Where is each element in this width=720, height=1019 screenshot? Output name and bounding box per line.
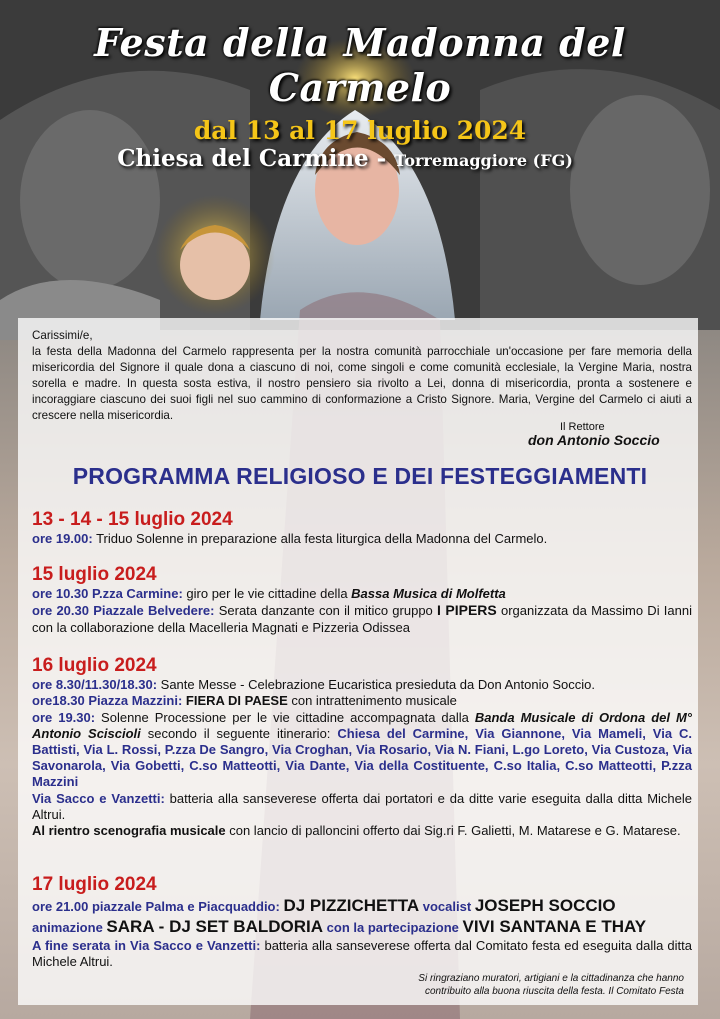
event-time: ore 20.30 Piazzale Belvedere: xyxy=(32,603,215,619)
event-place: Via Sacco e Vanzetti: xyxy=(32,790,165,806)
event-text: con intrattenimento musicale xyxy=(287,693,457,709)
thanks-note xyxy=(352,972,684,998)
event-highlight: Al rientro scenografia musicale xyxy=(32,823,226,839)
poster-header xyxy=(0,20,720,172)
singer-name: JOSEPH SOCCIO xyxy=(474,896,616,916)
guest-names: VIVI SANTANA E THAY xyxy=(462,917,647,937)
letter-body: la festa della Madonna del Carmelo rappresenta per la nostra comunità parrocchiale un'occasione per fare memoria della misericordia del Signore il quale dona a ciascuno di noi, come singoli e come comunità ecclesiale, la Vergine Maria, nostra sorella e madre. In questa sosta estiva, il nostro pensiero sia rivolto a Lei, donna di misericordia, pronta a sostenere e incoraggiare ciascuno dei suoi figli nel suo cammino di conformazione a Cristo Signore. Maria, Vergine del Carmelo ci aiuti a crescere nella misericordia. xyxy=(32,345,692,422)
signature-name: don Antonio Soccio xyxy=(528,432,660,448)
event-band: Banda Musicale di Ordona del M° Antonio Sciscioli xyxy=(32,709,692,741)
animation-label: animazione xyxy=(32,920,103,936)
event-text: organizzata da Massimo Di Ianni con la collaborazione della Macelleria Magnati e Pizzeria Odissea xyxy=(32,603,692,635)
event-text: Serata danzante con il mitico gruppo xyxy=(214,603,437,619)
poster-title: Festa della Madonna del Carmelo xyxy=(94,20,626,110)
rector-letter xyxy=(32,328,692,424)
dj-name: DJ PIZZICHETTA xyxy=(283,896,420,916)
event-item xyxy=(32,938,692,970)
event-highlight: FIERA DI PAESE xyxy=(182,693,288,709)
thanks-line-2: contribuito alla buona riuscita della festa. Il Comitato Festa xyxy=(424,986,684,997)
event-item xyxy=(32,917,692,938)
day-section-15 xyxy=(32,564,692,636)
event-time: ore18.30 Piazza Mazzini: xyxy=(32,693,183,709)
event-text: Solenne Processione per le vie cittadine accompagnata dalla xyxy=(95,709,475,725)
day-heading: 16 luglio 2024 xyxy=(32,655,157,676)
signature-role: Il Rettore xyxy=(560,421,605,433)
day-section-16 xyxy=(32,655,692,839)
church-name: Chiesa del Carmine - xyxy=(117,145,387,172)
day-heading: 13 - 14 - 15 luglio 2024 xyxy=(32,509,233,530)
event-time: ore 19.00: xyxy=(32,531,93,547)
event-text: batteria alla sanseverese offerta dal Comitato festa ed eseguita dalla ditta Michele Altrui. xyxy=(32,938,692,970)
event-band: I PIPERS xyxy=(437,602,497,619)
thanks-line-1: Si ringraziano muratori, artigiani e la cittadinanza che hanno xyxy=(418,973,684,984)
event-text: batteria alla sanseverese offerta dai portatori e da ditte varie eseguita dalla ditta Michele Altrui. xyxy=(32,790,692,822)
event-time: ore 10.30 P.zza Carmine: xyxy=(32,586,183,602)
event-text: giro per le vie cittadine della xyxy=(182,586,352,602)
event-band: Bassa Musica di Molfetta xyxy=(351,586,506,602)
dj-set-name: SARA - DJ SET BALDORIA xyxy=(106,917,324,937)
event-item xyxy=(32,531,692,547)
event-item xyxy=(32,896,692,917)
festival-dates: dal 13 al 17 luglio 2024 xyxy=(193,116,527,145)
town-name: Torremaggiore (FG) xyxy=(394,151,573,170)
church-location xyxy=(0,145,720,172)
event-item xyxy=(32,602,692,635)
event-text: con lancio di palloncini offerto dai Sig.ri F. Galietti, M. Matarese e G. Matarese. xyxy=(225,823,681,839)
letter-greeting: Carissimi/e, xyxy=(32,329,93,342)
event-text: secondo il seguente itinerario: xyxy=(140,725,338,741)
event-item xyxy=(32,823,692,839)
event-item xyxy=(32,677,692,693)
event-text: Triduo Solenne in preparazione alla festa liturgica della Madonna del Carmelo. xyxy=(92,531,548,547)
event-time: ore 21.00 piazzale Palma e Piacquaddio: xyxy=(32,899,280,915)
event-item xyxy=(32,791,692,823)
vocalist-label: vocalist xyxy=(422,899,472,915)
event-place: A fine serata in Via Sacco e Vanzetti: xyxy=(32,938,261,954)
program-title: PROGRAMMA RELIGIOSO E DEI FESTEGGIAMENTI xyxy=(72,463,648,489)
event-item xyxy=(32,693,692,709)
day-heading: 17 luglio 2024 xyxy=(32,874,157,895)
day-section-13-15 xyxy=(32,509,692,547)
event-item xyxy=(32,586,692,602)
participation-label: con la partecipazione xyxy=(326,920,459,936)
event-time: ore 19.30: xyxy=(32,709,96,725)
event-item xyxy=(32,710,692,791)
event-time: ore 8.30/11.30/18.30: xyxy=(32,677,158,693)
event-text: Sante Messe - Celebrazione Eucaristica presieduta da Don Antonio Soccio. xyxy=(157,677,595,693)
day-heading: 15 luglio 2024 xyxy=(32,564,157,585)
day-section-17 xyxy=(32,874,692,971)
procession-route: Chiesa del Carmine, Via Giannone, Via Mameli, Via C. Battisti, Via L. Rossi, P.zza De Sangro, Via Croghan, Via Rosario, Via N. Fiani, L.go Loreto, Via Custoza, Via Savonarola, Via Gobetti, C.so Matteotti, Via Dante, Via della Costituente, C.so Italia, C.so Matteotti, P.zza Mazzini xyxy=(32,725,692,790)
